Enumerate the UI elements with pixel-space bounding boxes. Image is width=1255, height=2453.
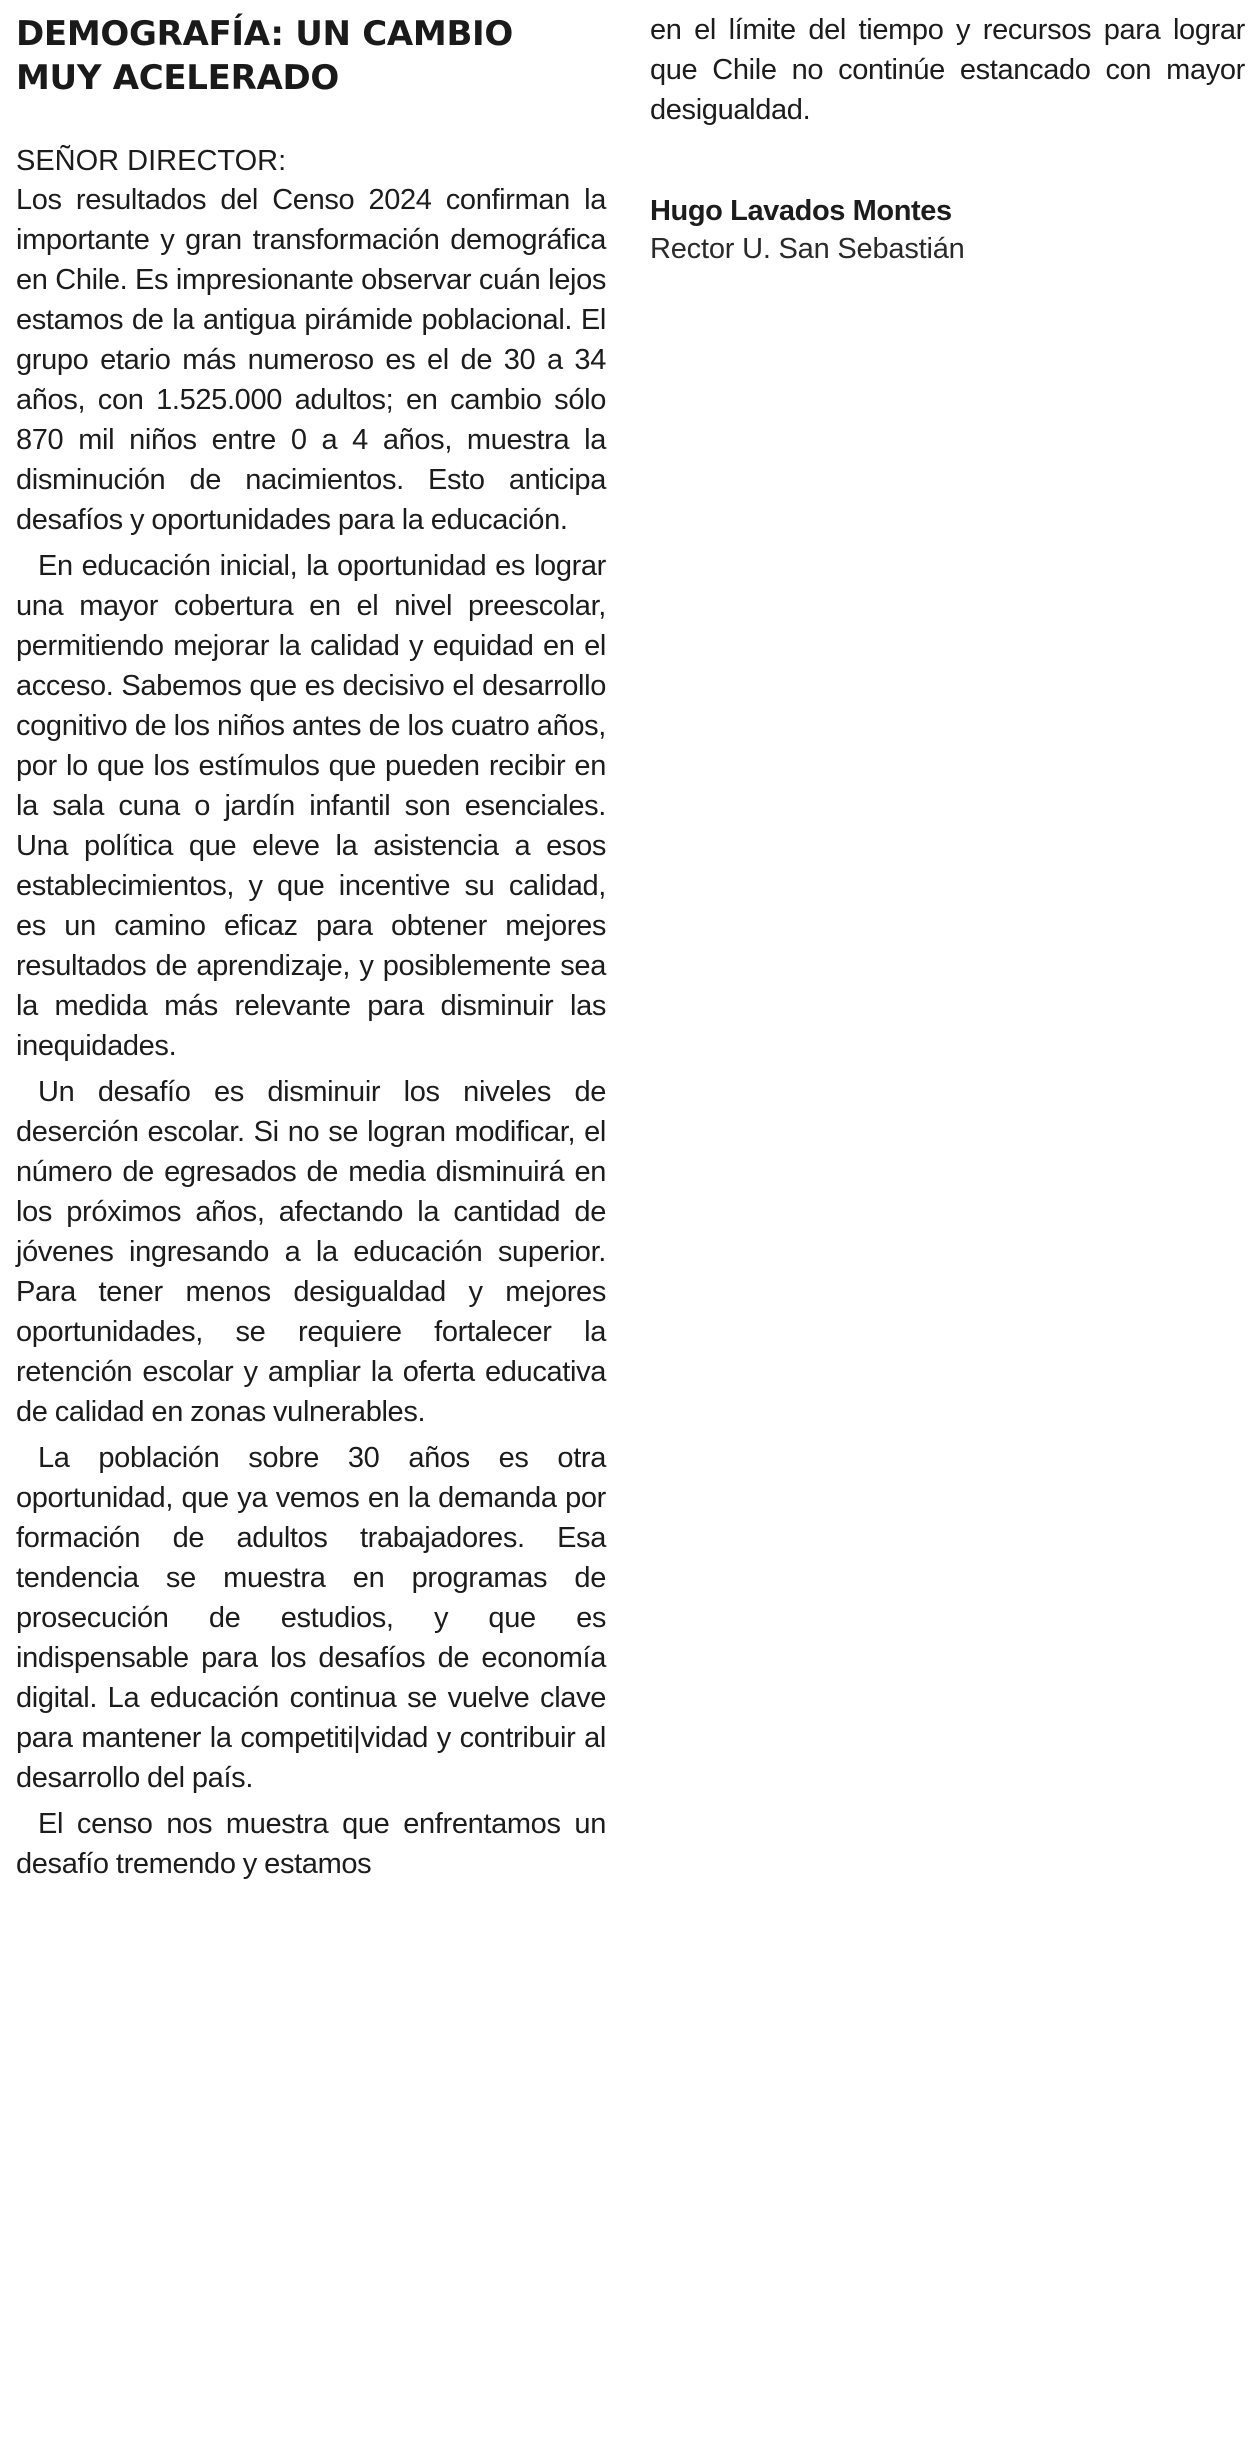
signature-title: Rector U. San Sebastián [650, 233, 965, 265]
body-continuation: en el límite del tiempo y recursos para lograr que Chile no continúe estancado con mayor desigualdad. [650, 14, 1245, 126]
salutation: SEÑOR DIRECTOR: [16, 145, 287, 177]
headline-line-1: DEMOGRAFÍA: UN CAMBIO [16, 14, 514, 54]
headline-line-2: MUY ACELERADO [16, 58, 340, 98]
body-paragraph-3: Un desafío es disminuir los niveles de deserción escolar. Si no se logran modificar, el número de egresados de media disminuirá en los próximos años, afectando la cantidad de jóvenes ingresando a la educación superior. Para tener menos desigualdad y mejores oportunidades, se requiere fortalecer la retención escolar y ampliar la oferta educativa de calidad en zonas vulnerables. [16, 1076, 606, 1428]
left-column [16, 12, 606, 1884]
body-paragraph-4: La población sobre 30 años es otra oportunidad, que ya vemos en la demanda por formación de adultos trabajadores. Esa tendencia se muestra en programas de prosecución de estudios, y que es indispensable para los desafíos de economía digital. La educación continua se vuelve clave para mantener la competiti|vidad y contribuir al desarrollo del país. [16, 1442, 606, 1794]
body-paragraph-2: En educación inicial, la oportunidad es lograr una mayor cobertura en el nivel preescolar, permitiendo mejorar la calidad y equidad en el acceso. Sabemos que es decisivo el desarrollo cognitivo de los niños antes de los cuatro años, por lo que los estímulos que pueden recibir en la sala cuna o jardín infantil son esenciales. Una política que eleve la asistencia a esos establecimientos, y que incentive su calidad, es un camino eficaz para obtener mejores resultados de aprendizaje, y posiblemente sea la medida más relevante para disminuir las inequidades. [16, 550, 606, 1062]
right-column [650, 10, 1245, 268]
body-paragraph-1: Los resultados del Censo 2024 confirman la importante y gran transformación demográfica en Chile. Es impresionante observar cuán lejos estamos de la antigua pirámide poblacional. El grupo etario más numeroso es el de 30 a 34 años, con 1.525.000 adultos; en cambio sólo 870 mil niños entre 0 a 4 años, muestra la disminución de nacimientos. Esto anticipa desafíos y oportunidades para la educación. [16, 184, 606, 536]
headline [16, 12, 606, 100]
signature-name: Hugo Lavados Montes [650, 195, 952, 227]
body-paragraph-5: El censo nos muestra que enfrentamos un desafío tremendo y estamos [16, 1808, 606, 1880]
